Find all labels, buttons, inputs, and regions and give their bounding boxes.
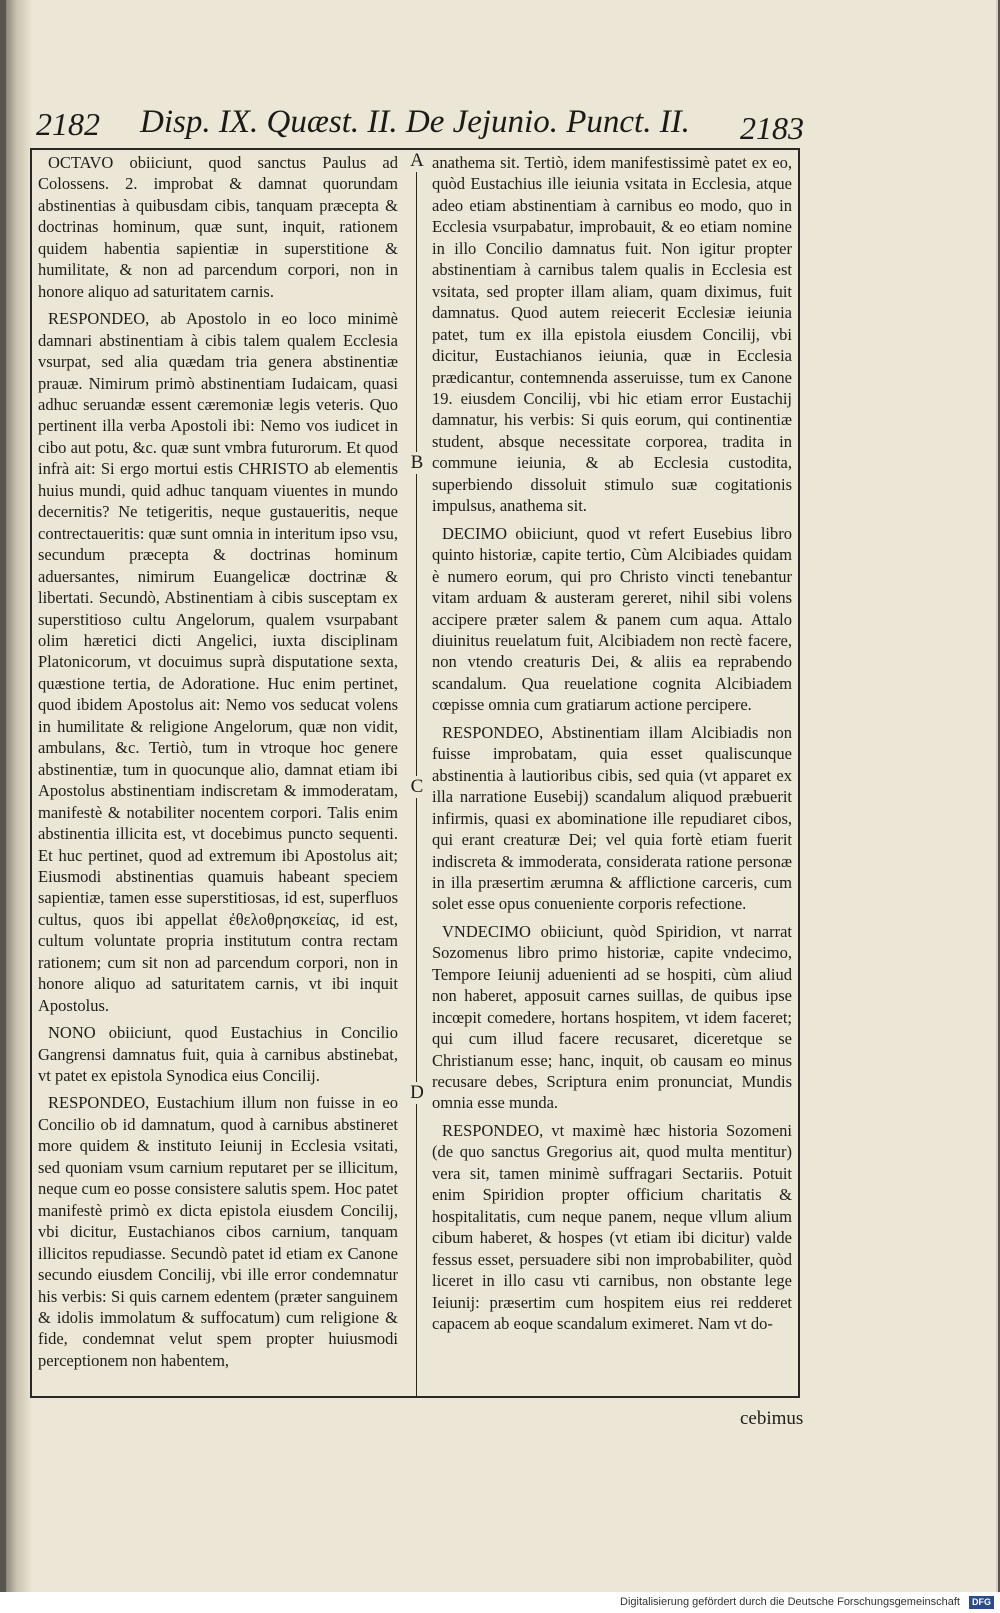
left-column — [38, 152, 398, 1377]
paragraph-nono: NONO obiiciunt, quod Eustachius in Concilio Gangrensi damnatus fuit, quia à carnibus abstinebat, vt patet ex epistola Synodica eius Concilij. — [38, 1023, 398, 1086]
dfg-logo: DFG — [969, 1596, 994, 1609]
digitization-footer — [0, 1592, 1000, 1613]
section-marker-a: A — [407, 150, 427, 172]
page-gutter-shadow — [6, 0, 32, 1592]
section-marker-b: B — [407, 452, 427, 474]
section-marker-c: C — [407, 776, 427, 798]
paragraph-decimo: DECIMO obiiciunt, quod vt refert Eusebius libro quinto historiæ, capite tertio, Cùm Alcibiades quidam è numero eorum, qui pro Christo vincti tenebantur vitam arduam & austeram gereret, nihil sibi volens accipere præter salem & panem cum aqua. Attalo diuinitus reuelatum fuit, Alcibiadem non rectè facere, non vtendo creaturis Dei, & aliis ea reprabendo scandalum. Qua reuelatione cognita Alcibiadem cœpisse omnia cum gratiarum actione percipere. — [432, 523, 792, 715]
catchword: cebimus — [740, 1408, 804, 1429]
section-marker-d: D — [407, 1082, 427, 1104]
paragraph-octavo: OCTAVO obiiciunt, quod sanctus Paulus ad Colossens. 2. improbat & damnat quorundam abstinentias à quibusdam cibis, tanquam præcepta & doctrinas hominum, quæ sunt, inquit, rationem quidem habentia sapientiæ in superstitione & humilitate, & non ad parcendum corpori, non in honore aliquo ad saturitatem carnis. — [38, 153, 398, 301]
running-title: Disp. IX. Quæst. II. De Jejunio. Punct. II. — [140, 104, 690, 140]
page-number-left: 2182 — [36, 106, 100, 142]
page-number-right: 2183 — [740, 110, 804, 146]
paragraph-vndecimo: VNDECIMO obiiciunt, quòd Spiridion, vt narrat Sozomenus libro primo historiæ, capite vndecimo, Tempore Ieiunij aduenienti ad se hospiti, cùm aliud non haberet, apposuit carnes suillas, de quibus ipse incœpit comedere, hortans hospitem, vt idem faceret; qui cum illud facere recusaret, diceretque se Christianum esse; hanc, inquit, ob causam eo minus recusare debes, Scriptura enim pronunciat, Mundis omnia esse munda. — [432, 921, 792, 1113]
paragraph-respondeo-2: RESPONDEO, Eustachium illum non fuisse in eo Concilio ob id damnatum, quod à carnibus abstineret more quidem & instituto Ieiunij in Ecclesia vsitati, sed quoniam vsum carnium reputaret per se illicitum, neque cum eo posse consistere salutis spem. Hoc patet manifestè primò ex dicta epistola eiusdem Concilij, vbi dicitur, Eustachianos cibos carnium, tanquam illicitos repudiasse. Secundò patet id etiam ex Canone secundo eiusdem Concilij, vbi ille error condemnatur his verbis: Si quis carnem edentem (præter sanguinem & idolis immolatum & suffocatum) cum religione & fide, condemnat velut spem propter huiusmodi perceptionem non habentem, — [38, 1093, 398, 1370]
paragraph-respondeo-1: RESPONDEO, ab Apostolo in eo loco minimè damnari abstinentiam à cibis talem qualem Ecclesia vsurpat, sed alia quædam tria genera abstinentiæ prauæ. Nimirum primò abstinentiam Iudaicam, quasi adhuc seruandæ essent cæremoniæ legis veteris. Quo pertinent illa verba Apostoli ibi: Nemo vos iudicet in cibo aut potu, &c. quæ sunt vmbra futurorum. Et quod infrà ait: Si ergo mortui estis CHRISTO ab elementis huius mundi, quid adhuc tanquam viuentes in mundo decernitis? Ne tetigeritis, neque gustaueritis, neque contrectaueritis: quæ sunt omnia in interitum ipso vsu, secundum præcepta & doctrinas hominum aduersantes, nimirum Euangelicæ doctrinæ & libertati. Secundò, Abstinentiam à cibis susceptam ex superstitioso cultu Angelorum, qualem vsurpabant olim hæretici dicti Angelici, iuxta disciplinam Platonicorum, vt docuimus suprà disputatione sexta, quæstione tertia, de Adoratione. Huc enim pertinet, quod ibidem Apostolus ait: Nemo vos seducat volens in humilitate & religione Angelorum, quæ non vidit, ambulans, &c. Tertiò, tum in vtroque hoc genere abstinentiæ, tum in quocunque alio, damnat etiam ibi Apostolus abstinentiam indiscretam & immoderatam, manifestè & notabiliter nocentem corpori. Talis enim abstinentia illicita est, vt docebimus puncto sequenti. Et huc pertinet, quod ad extremum ibi Apostolus ait; Eiusmodi abstinentias quamuis habeant speciem sapientiæ, tamen esse superstitiosas, id est, superfluos cultus, quos ibi appellat ἐθελοθρησκείας, id est, cultum voluntate propria institutum contra rectam rationem; cum sit non ad parcendum corpori, non in honore aliquo ad saturitatem carnis, vt ibi inquit Apostolus. — [38, 309, 398, 1015]
page-header — [30, 100, 804, 150]
column-divider — [416, 150, 417, 1396]
paragraph-continuation: anathema sit. Tertiò, idem manifestissimè patet ex eo, quòd Eustachius ille ieiunia vsitata in Ecclesia, atque adeo etiam abstinentiam à carnibus eo modo, quo in Ecclesia vsurpabatur, improbauit, & eo etiam nomine in illo Concilio damnatus fuit. Non igitur propter abstinentiam à carnibus talem qualis in Ecclesia est vsitata, sed propter illam aliam, quam diximus, fuit damnatus. Quod autem reiecerit Ecclesiæ ieiunia patet, tum ex illa epistola eiusdem Concilij, vbi dicitur, Eustachianos ieiunia, quæ in Ecclesia prædicantur, contemnenda asseruisse, tum ex Canone 19. eiusdem Concilij, vbi hic etiam error Eustachij damnatur, his verbis: Si quis eorum, qui continentiæ student, absque necessitate corporea, tradita in commune ieiunia, & ab Ecclesia custodita, superbiendo dissoluit stimulo suæ cogitationis impulsus, anathema sit. — [432, 153, 792, 516]
paragraph-respondeo-4: RESPONDEO, vt maximè hæc historia Sozomeni (de quo sanctus Gregorius ait, quod multa mentitur) vera sit, tamen minimè suffragari Sectariis. Potuit enim Spiridion propter officium charitatis & hospitalitatis, cum neque panem, neque vllum alium cibum haberet, & hospes (vt etiam ibi dicitur) valde fessus esset, persuadere sibi non improbabiliter, quòd liceret in illo casu vti carnibus, non obstante lege Ieiunij: præsertim cum hospitem eius rei redderet capacem ab eoque scandalum eximeret. Nam vt do- — [432, 1120, 792, 1334]
right-column — [432, 152, 792, 1340]
paragraph-respondeo-3: RESPONDEO, Abstinentiam illam Alcibiadis non fuisse improbatam, quia esset qualiscunque abstinentia à lautioribus cibis, sed quia (vt apparet ex illa narratione Eusebij) scandalum aliquod præbuerit infirmis, quasi ex abominatione ille repudiaret cibos, qui erant creaturæ Dei; vel quia fortè etiam fuerit indiscreta & immoderata, considerata ratione personæ in illa præsertim ærumna & afflictione carceris, cum solet esse opus conueniente corporis refectione. — [432, 722, 792, 914]
footer-text: Digitalisierung gefördert durch die Deutsche Forschungsgemeinschaft — [620, 1596, 960, 1608]
